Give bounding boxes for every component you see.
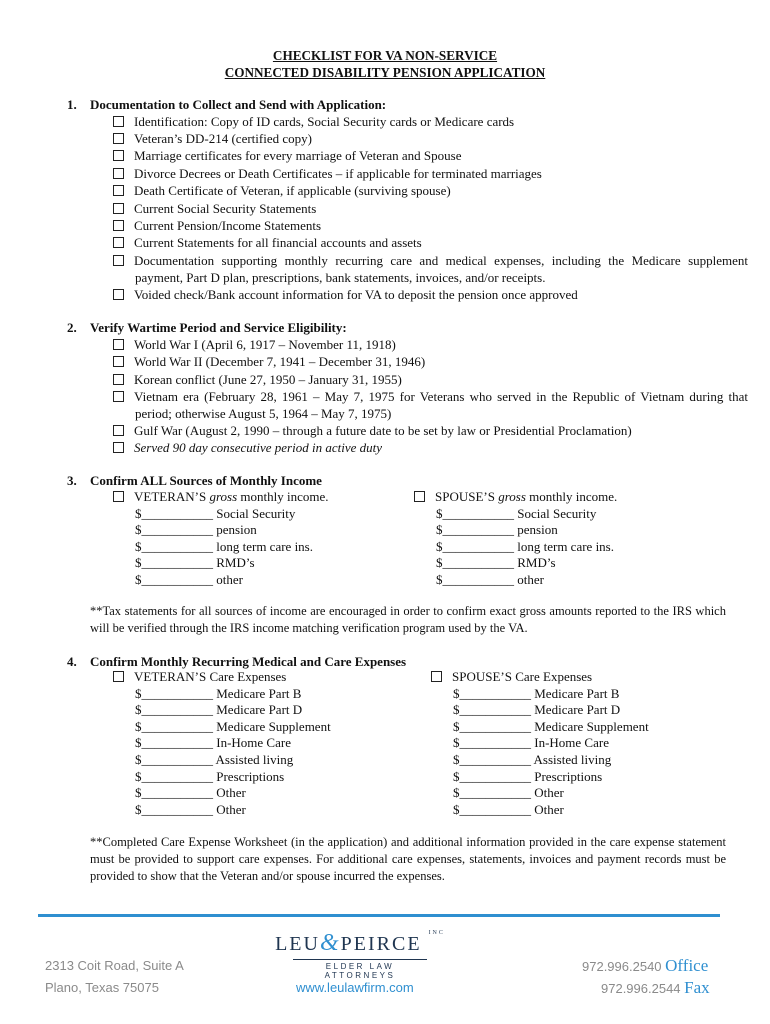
income-line[interactable]: [113, 539, 329, 556]
firm-logo: [275, 930, 445, 980]
checkbox-icon[interactable]: [113, 168, 124, 179]
tax-statement-note: **Tax statements for all sources of income are encouraged in order to confirm exact gross amounts reported to the IRS which will be verified through the IRS income matching verification program used by the VA.: [90, 604, 726, 635]
veteran-income-column: [113, 489, 329, 589]
amount-blank[interactable]: $___________: [135, 522, 213, 538]
checkbox-icon[interactable]: [113, 442, 124, 453]
title-line-2: CONNECTED DISABILITY PENSION APPLICATION: [224, 65, 546, 80]
logo-leu: LEU: [275, 933, 320, 955]
item-label: Vietnam era (February 28, 1961 – May 7, 1975 for Veterans who served in the Republic of Vietnam during that period; otherwise August 5, 1964 – May 7, 1975): [134, 389, 748, 421]
item-label: Served 90 day consecutive period in active duty: [134, 440, 382, 455]
amount-blank[interactable]: $___________: [135, 555, 213, 571]
income-line[interactable]: [113, 506, 329, 523]
office-phone: [582, 956, 708, 976]
checkbox-icon[interactable]: [113, 289, 124, 300]
checkbox-icon[interactable]: [414, 491, 425, 502]
checkbox-icon[interactable]: [113, 237, 124, 248]
line-label: pension: [517, 522, 558, 538]
veteran-expenses-heading: [113, 669, 331, 686]
expense-line[interactable]: [431, 719, 649, 736]
checkbox-icon[interactable]: [113, 356, 124, 367]
expense-line[interactable]: [113, 802, 331, 819]
amount-blank[interactable]: $___________: [453, 735, 531, 751]
checkbox-icon[interactable]: [113, 491, 124, 502]
checkbox-icon[interactable]: [431, 671, 442, 682]
line-label: Prescriptions: [534, 768, 603, 784]
column-label: VETERAN’S: [134, 489, 210, 504]
column-label-suffix: monthly income.: [525, 489, 618, 504]
checkbox-icon[interactable]: [113, 116, 124, 127]
checkbox-icon[interactable]: [113, 339, 124, 350]
item-label: World War I (April 6, 1917 – November 11, 1918): [134, 337, 396, 352]
fax-number: [601, 978, 710, 998]
amount-blank[interactable]: $___________: [453, 785, 531, 801]
address-line-1: 2313 Coit Road, Suite A: [45, 958, 184, 973]
item-label: Voided check/Bank account information for VA to deposit the pension once approved: [134, 287, 578, 302]
expense-line[interactable]: [431, 752, 649, 769]
item-label: Current Statements for all financial accounts and assets: [134, 235, 422, 250]
amount-blank[interactable]: $___________: [436, 571, 514, 587]
checkbox-icon[interactable]: [113, 220, 124, 231]
line-label: Medicare Part B: [216, 685, 302, 701]
checkbox-icon[interactable]: [113, 255, 124, 266]
checklist-item: [113, 217, 321, 234]
expense-line[interactable]: [113, 719, 331, 736]
care-expense-note: **Completed Care Expense Worksheet (in the application) and additional information provided in the care expense statement must be provided to support care expenses. For additional care expenses, statements, invoices and payment records must be provided to show that the Veteran and/or spouse incurred the expenses.: [90, 835, 726, 883]
column-label: VETERAN’S Care Expenses: [134, 669, 287, 684]
expense-line[interactable]: [113, 702, 331, 719]
checkbox-icon[interactable]: [113, 133, 124, 144]
amount-blank[interactable]: $___________: [135, 801, 213, 817]
address-line-2: Plano, Texas 75075: [45, 980, 159, 995]
checklist-item: [113, 165, 542, 182]
gross-label: gross: [209, 489, 238, 504]
office-label: Office: [665, 956, 709, 975]
line-label: Social Security: [517, 505, 597, 521]
office-number: 972.996.2540: [582, 959, 662, 974]
document-title: [0, 47, 770, 81]
item-label: Death Certificate of Veteran, if applicable (surviving spouse): [134, 183, 451, 198]
amount-blank[interactable]: $___________: [135, 538, 213, 554]
column-label: SPOUSE’S: [435, 489, 499, 504]
line-label: Medicare Supplement: [534, 718, 649, 734]
checkbox-icon[interactable]: [113, 203, 124, 214]
amount-blank[interactable]: $___________: [135, 718, 213, 734]
spouse-expenses-column: [431, 669, 649, 818]
spouse-expenses-heading: [431, 669, 649, 686]
checkbox-icon[interactable]: [113, 391, 124, 402]
section-2-title: Verify Wartime Period and Service Eligibility:: [90, 320, 347, 335]
income-line[interactable]: [414, 572, 617, 589]
line-label: Assisted living: [215, 751, 294, 767]
section-3-heading: [67, 472, 322, 489]
expense-line[interactable]: [431, 802, 649, 819]
amount-blank[interactable]: $___________: [453, 718, 531, 734]
checkbox-icon[interactable]: [113, 425, 124, 436]
checklist-item: [113, 353, 425, 370]
checklist-item: [113, 147, 462, 164]
checklist-item: [113, 286, 578, 303]
expense-line[interactable]: [113, 735, 331, 752]
checkbox-icon[interactable]: [113, 150, 124, 161]
amount-blank[interactable]: $___________: [436, 522, 514, 538]
amount-blank[interactable]: $___________: [436, 538, 514, 554]
fax-number-value: 972.996.2544: [601, 981, 681, 996]
item-label: Identification: Copy of ID cards, Social Security cards or Medicare cards: [134, 114, 515, 129]
expense-line[interactable]: [113, 785, 331, 802]
item-label: Documentation supporting monthly recurring care and medical expenses, including the Medicare supplement payment, Part D plan, prescriptions, bank statements, invoices, and/or receipts.: [134, 253, 748, 285]
amount-blank[interactable]: $___________: [453, 801, 531, 817]
logo-ampersand: &: [319, 930, 341, 956]
income-line[interactable]: [113, 572, 329, 589]
line-label: Medicare Part D: [534, 702, 621, 718]
item-label: World War II (December 7, 1941 – December 31, 1946): [134, 354, 426, 369]
expense-line[interactable]: [431, 785, 649, 802]
amount-blank[interactable]: $___________: [135, 702, 213, 718]
column-label: SPOUSE’S Care Expenses: [452, 669, 593, 684]
expense-line[interactable]: [431, 686, 649, 703]
item-label: Veteran’s DD-214 (certified copy): [134, 131, 312, 146]
checklist-item: [113, 422, 632, 439]
checklist-item: [113, 388, 748, 422]
line-label: Assisted living: [533, 751, 612, 767]
section-2-heading: [67, 319, 347, 336]
line-label: RMD’s: [216, 555, 255, 571]
spouse-income-heading: [414, 489, 617, 506]
line-label: other: [216, 571, 243, 587]
gross-label: gross: [498, 489, 526, 504]
amount-blank[interactable]: $___________: [135, 571, 213, 587]
section-4-heading: [67, 653, 406, 670]
amount-blank[interactable]: $___________: [135, 785, 213, 801]
item-label: Marriage certificates for every marriage of Veteran and Spouse: [134, 148, 462, 163]
section-1-number: 1.: [67, 97, 77, 112]
expense-line[interactable]: [431, 702, 649, 719]
item-label: Current Social Security Statements: [134, 201, 317, 216]
checkbox-icon[interactable]: [113, 671, 124, 682]
line-label: other: [517, 571, 544, 587]
logo-wordmark: [275, 930, 445, 957]
line-label: In-Home Care: [216, 735, 291, 751]
line-label: long term care ins.: [517, 538, 614, 554]
footer-divider: [38, 914, 720, 917]
logo-inc: INC: [428, 930, 445, 936]
item-label: Gulf War (August 2, 1990 – through a future date to be set by law or Presidential Proclamation): [134, 423, 632, 438]
amount-blank[interactable]: $___________: [453, 768, 531, 784]
website-link[interactable]: www.leulawfirm.com: [296, 980, 414, 995]
amount-blank[interactable]: $___________: [135, 768, 213, 784]
checklist-item: [113, 439, 382, 456]
item-label: Current Pension/Income Statements: [134, 218, 322, 233]
expense-line[interactable]: [431, 735, 649, 752]
section-4-number: 4.: [67, 654, 77, 669]
amount-blank[interactable]: $___________: [135, 751, 213, 767]
amount-blank[interactable]: $___________: [135, 505, 213, 521]
income-line[interactable]: [113, 522, 329, 539]
checklist-item: [113, 371, 402, 388]
item-label: Divorce Decrees or Death Certificates – if applicable for terminated marriages: [134, 166, 542, 181]
column-label-suffix: monthly income.: [237, 489, 329, 504]
expense-line[interactable]: [431, 769, 649, 786]
line-label: Medicare Part D: [216, 702, 303, 718]
line-label: Other: [216, 785, 246, 801]
section-4-title: Confirm Monthly Recurring Medical and Care Expenses: [90, 654, 407, 669]
veteran-expenses-column: [113, 669, 331, 818]
checklist-item: [113, 200, 316, 217]
income-line[interactable]: [414, 539, 617, 556]
amount-blank[interactable]: $___________: [453, 751, 531, 767]
checklist-item: [113, 130, 312, 147]
checkbox-icon[interactable]: [113, 185, 124, 196]
line-label: Social Security: [216, 505, 296, 521]
line-label: pension: [216, 522, 257, 538]
line-label: Other: [534, 801, 564, 817]
amount-blank[interactable]: $___________: [453, 685, 531, 701]
line-label: Other: [534, 785, 564, 801]
income-line[interactable]: [414, 522, 617, 539]
line-label: Other: [216, 801, 246, 817]
logo-peirce: PEIRCE: [340, 933, 422, 955]
veteran-income-heading: [113, 489, 329, 506]
spouse-income-column: [414, 489, 617, 589]
checkbox-icon[interactable]: [113, 374, 124, 385]
title-line-1: CHECKLIST FOR VA NON-SERVICE: [272, 48, 498, 63]
checklist-item: [113, 336, 396, 353]
logo-subtitle: ELDER LAW ATTORNEYS: [293, 959, 427, 980]
amount-blank[interactable]: $___________: [135, 735, 213, 751]
income-line[interactable]: [414, 506, 617, 523]
expense-line[interactable]: [113, 769, 331, 786]
line-label: Medicare Part B: [534, 685, 620, 701]
section-1-heading: [67, 96, 386, 113]
amount-blank[interactable]: $___________: [436, 555, 514, 571]
line-label: In-Home Care: [534, 735, 609, 751]
expense-line[interactable]: [113, 752, 331, 769]
checklist-item: [113, 252, 748, 286]
expense-line[interactable]: [113, 686, 331, 703]
section-3-number: 3.: [67, 473, 77, 488]
section-3-title: Confirm ALL Sources of Monthly Income: [90, 473, 322, 488]
amount-blank[interactable]: $___________: [453, 702, 531, 718]
income-line[interactable]: [414, 555, 617, 572]
checklist-item: [113, 182, 451, 199]
line-label: Prescriptions: [216, 768, 285, 784]
line-label: Medicare Supplement: [216, 718, 331, 734]
section-2-number: 2.: [67, 320, 77, 335]
income-line[interactable]: [113, 555, 329, 572]
amount-blank[interactable]: $___________: [436, 505, 514, 521]
checklist-item: [113, 113, 514, 130]
checklist-item: [113, 234, 422, 251]
line-label: long term care ins.: [216, 538, 313, 554]
amount-blank[interactable]: $___________: [135, 685, 213, 701]
line-label: RMD’s: [517, 555, 556, 571]
fax-label: Fax: [684, 978, 710, 997]
section-1-title: Documentation to Collect and Send with Application:: [90, 97, 387, 112]
item-label: Korean conflict (June 27, 1950 – January 31, 1955): [134, 372, 402, 387]
